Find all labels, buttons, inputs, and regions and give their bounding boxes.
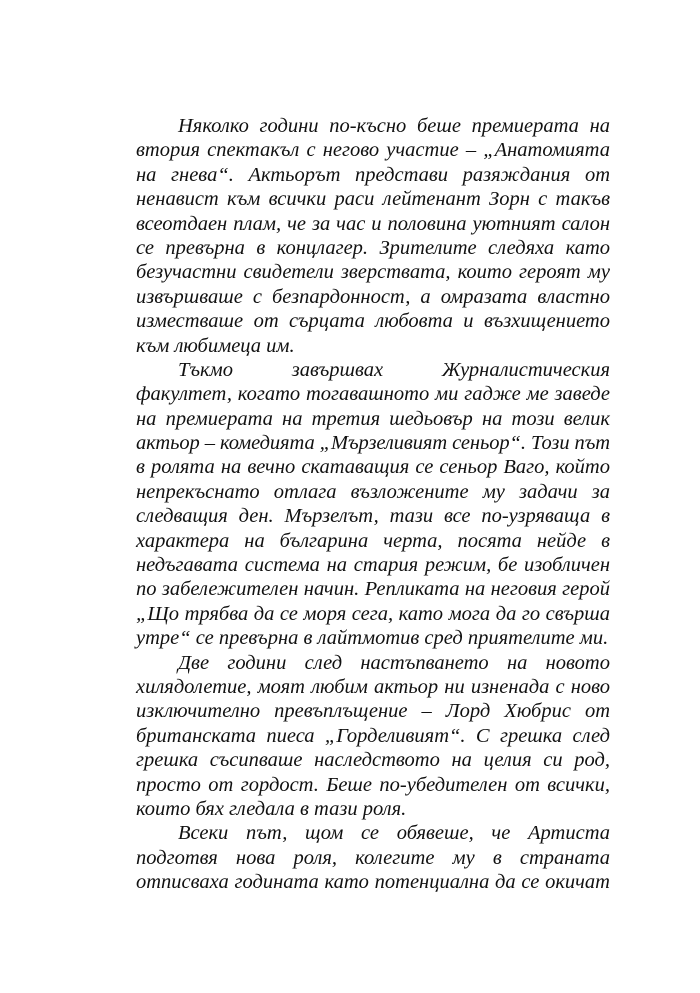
text-line: които бях гледала в тази роля. bbox=[136, 797, 407, 820]
text-line: изключително превъплъщение – Лорд Хюбрис от bbox=[136, 700, 610, 723]
text-line: подготвя нова роля, колегите му в страната bbox=[136, 846, 610, 869]
text-line: грешка съсипваше наследството на целия си род, bbox=[136, 749, 610, 772]
text-line: на премиерата на третия шедьовър на този велик bbox=[136, 407, 610, 430]
text-line: следващия ден. Мързелът, тази все по-узряваща в bbox=[136, 505, 610, 528]
text-line: Няколко години по-късно беше премиерата на bbox=[178, 115, 610, 137]
text-line: просто от гордост. Беше по-убедителен от всички, bbox=[136, 773, 610, 796]
text-line: изместваше от сърцата любовта и възхищението bbox=[136, 310, 610, 333]
text-line: утре“ се превърна в лайтмотив сред приятелите ми. bbox=[136, 627, 609, 650]
text-line: на гнева“. Актьорът представи разяждания от bbox=[136, 163, 610, 186]
text-line: актьор – комедията „Мързеливият сеньор“. Този път bbox=[136, 432, 610, 455]
text-line: характера на българина черта, посята нейде в bbox=[136, 529, 610, 552]
text-line: в ролята на вечно скатаващия се сеньор Ваго, който bbox=[136, 456, 610, 479]
text-line: към любимеца им. bbox=[136, 334, 295, 357]
text-line: ненавист към всички раси лейтенант Зорн с такъв bbox=[136, 188, 610, 211]
text-line: всеотдаен плам, че за час и половина уютният салон bbox=[136, 212, 610, 235]
text-line: факултет, когато тогавашното ми гадже ме заведе bbox=[136, 383, 610, 406]
text-line: по забележителен начин. Репликата на неговия герой bbox=[136, 578, 610, 601]
text-line: втория спектакъл с негово участие – „Анатомията bbox=[136, 139, 610, 162]
body-text bbox=[136, 114, 610, 895]
text-line: Всеки път, щом се обявеше, че Артиста bbox=[178, 822, 610, 845]
text-line: Тъкмо завършвах Журналистическия bbox=[178, 358, 610, 381]
text-line: британската пиеса „Горделивият“. С грешка след bbox=[136, 724, 610, 747]
text-line: непрекъснато отлага възложените му задачи за bbox=[136, 480, 610, 503]
text-line: недъгавата система на стария режим, бе изобличен bbox=[136, 554, 610, 577]
text-line: се превърна в концлагер. Зрителите следяха като bbox=[136, 236, 610, 259]
text-line: безучастни свидетели зверствата, които героят му bbox=[136, 261, 610, 284]
text-line: хилядолетие, моят любим актьор ни изненада с ново bbox=[136, 675, 610, 698]
text-line: „Що трябва да се моря сега, като мога да го свърша bbox=[136, 602, 610, 625]
text-line: отписваха годината като потенциална да се окичат bbox=[136, 871, 610, 894]
text-line: Две години след настъпването на новото bbox=[178, 651, 610, 674]
text-line: извършваше с безпардонност, а омразата властно bbox=[136, 285, 610, 308]
